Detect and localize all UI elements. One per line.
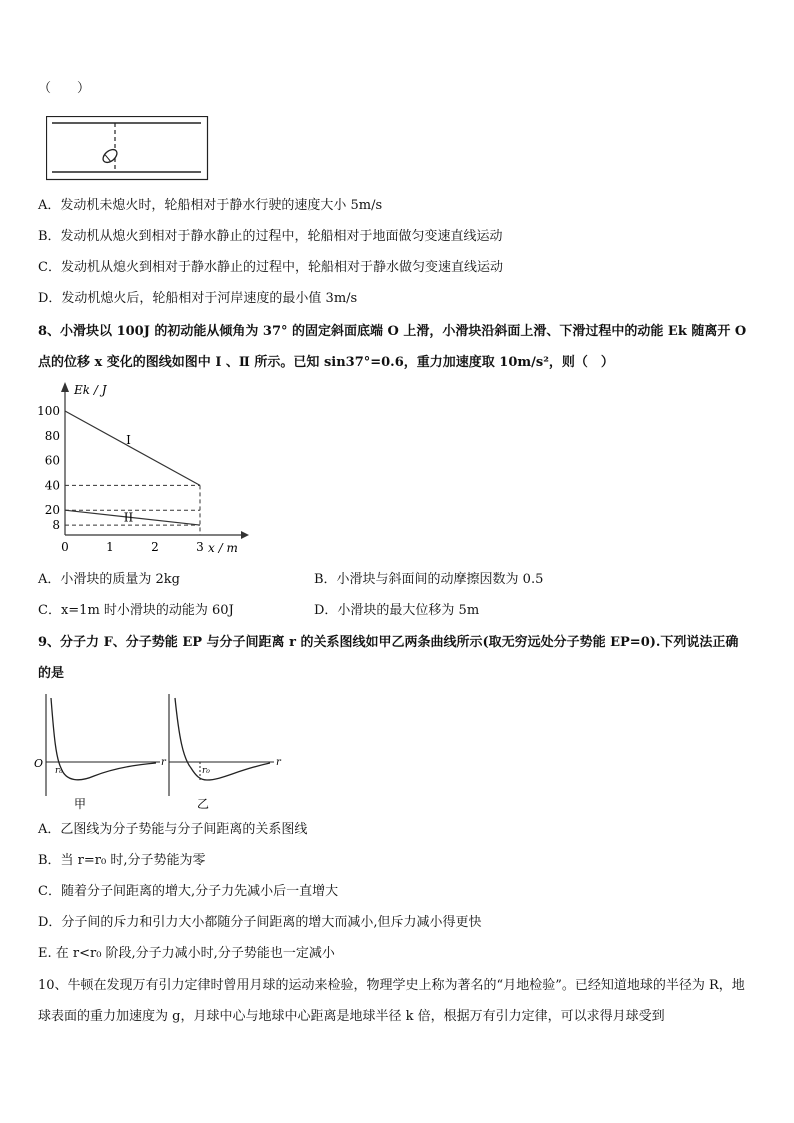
q8-stem-line2: 点的位移 x 变化的图线如图中 Ⅰ 、Ⅱ 所示。已知 sin37°=0.6，重力加速度取 10m/s²，则（ ）	[38, 355, 614, 370]
x-tick-label-3: 3	[196, 540, 204, 554]
boat-icon	[101, 147, 120, 165]
graph-yi-curve	[175, 698, 270, 780]
graph-jia-caption: 甲	[74, 797, 87, 811]
graph-jia-r: r	[161, 757, 166, 768]
river-boat-figure	[46, 116, 210, 182]
x-tick-label-2: 2	[151, 540, 159, 554]
graph-jia-r0: r₀	[55, 766, 63, 776]
chart-axes	[61, 382, 249, 555]
q7-option-b: B．发动机从熄火到相对于静水静止的过程中，轮船相对于地面做匀变速直线运动	[38, 229, 503, 244]
q9-option-b: B．当 r=r₀ 时,分子势能为零	[38, 853, 206, 868]
y-tick-label-8: 8	[52, 518, 60, 533]
q10-stem: 10、牛顿在发现万有引力定律时曾用月球的运动来检验，物理学史上称为著名的“月地检验”。已经知道地球的半径为 R，地球表面的重力加速度为 g，月球中心与地球中心距离是地球半径 k 倍，根据万有引力定律，可以求得月球受到	[38, 978, 745, 1024]
graph-yi-r0: r₀	[202, 766, 210, 776]
y-axis-label: Ek / J	[74, 383, 107, 397]
q8-option-b: B．小滑块与斜面间的动摩擦因数为 0.5	[314, 572, 544, 587]
graph-yi-caption: 乙	[197, 797, 210, 811]
graph-jia-origin: O	[34, 757, 44, 770]
series-label-II: II	[123, 510, 134, 525]
graph-yi-r: r	[276, 757, 281, 768]
y-tick-label-20: 20	[44, 503, 60, 518]
molecular-graphs	[32, 692, 292, 812]
graph-jia	[34, 694, 167, 811]
q9-stem-line2: 的是	[38, 666, 65, 681]
ek-x-chart	[36, 378, 251, 563]
y-axis-arrow	[61, 382, 69, 392]
q9-stem-line1: 9、分子力 F、分子势能 EP 与分子间距离 r 的关系图线如甲乙两条曲线所示(取无穷远处分子势能 EP=0).下列说法正确	[38, 635, 739, 650]
q9-option-e: E. 在 r<r₀ 阶段,分子力减小时,分子势能也一定减小	[38, 946, 335, 961]
q8-stem-line1: 8、小滑块以 100J 的初动能从倾角为 37° 的固定斜面底端 O 上滑，小滑块沿斜面上滑、下滑过程中的动能 Ek 随离开 O	[38, 324, 747, 339]
x-axis-label: x / m	[208, 541, 238, 555]
graph-yi	[169, 694, 282, 811]
q7-option-d: D．发动机熄火后，轮船相对于河岸速度的最小值 3m/s	[38, 291, 358, 306]
q8-option-c: C．x=1m 时小滑块的动能为 60J	[38, 603, 234, 618]
q9-option-c: C．随着分子间距离的增大,分子力先减小后一直增大	[38, 884, 339, 899]
y-tick-label-100: 100	[37, 404, 60, 418]
x-tick-label-1: 1	[106, 540, 114, 554]
figure-frame	[47, 117, 208, 180]
q7-option-c: C．发动机从熄火到相对于静水静止的过程中，轮船相对于静水做匀变速直线运动	[38, 260, 503, 275]
q8-option-d: D．小滑块的最大位移为 5m	[314, 603, 480, 618]
q9-option-a: A．乙图线为分子势能与分子间距离的关系图线	[38, 822, 308, 837]
x-tick-label-0: 0	[61, 540, 69, 554]
y-tick-label-60: 60	[44, 453, 60, 468]
q9-option-d: D．分子间的斥力和引力大小都随分子间距离的增大而减小,但斥力减小得更快	[38, 915, 482, 930]
series-label-I: I	[126, 433, 131, 448]
q7-answer-bracket: （ ）	[38, 81, 91, 96]
series-line-I	[65, 411, 200, 485]
x-axis-arrow	[241, 531, 249, 539]
y-tick-label-80: 80	[44, 428, 60, 443]
q7-option-a: A．发动机未熄火时，轮船相对于静水行驶的速度大小 5m/s	[38, 198, 383, 213]
graph-jia-curve	[51, 698, 156, 780]
y-tick-label-40: 40	[44, 478, 60, 493]
q8-option-a: A．小滑块的质量为 2kg	[38, 572, 180, 587]
